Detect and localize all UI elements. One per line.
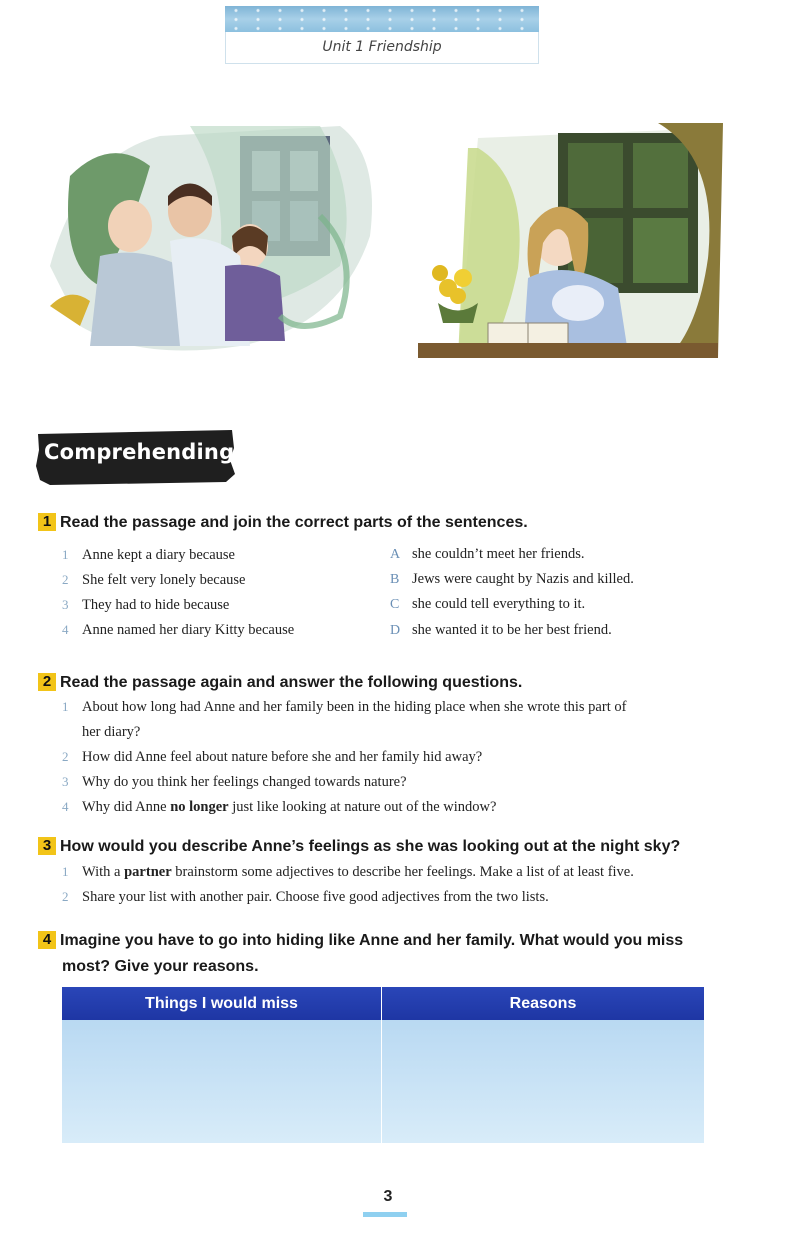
item-text-bold: no longer <box>170 799 229 815</box>
item-number: 1 <box>62 864 69 879</box>
table-cell-things[interactable] <box>62 1020 381 1143</box>
section-title: Comprehending <box>44 440 235 464</box>
question-number-badge: 2 <box>38 673 56 691</box>
header-decor-band <box>225 6 539 32</box>
item-text: she could tell everything to it. <box>412 596 586 612</box>
question-text: Read the passage and join the correct parts of the sentences. <box>60 514 528 531</box>
question-number-badge: 4 <box>38 931 56 949</box>
item-text-post: just like looking at nature out of the window? <box>228 799 497 815</box>
family-illustration <box>40 116 390 356</box>
item-text: Jews were caught by Nazis and killed. <box>412 571 634 587</box>
item-number: 2 <box>62 572 69 587</box>
question-number-badge: 1 <box>38 513 56 531</box>
question-number-badge: 3 <box>38 837 56 855</box>
q3-item <box>62 862 762 882</box>
q1-right-item <box>390 544 584 565</box>
item-number: 4 <box>62 799 69 814</box>
item-text: Anne kept a diary because <box>82 547 235 563</box>
item-text: she couldn’t meet her friends. <box>412 546 585 562</box>
question-4-heading <box>38 930 683 952</box>
q3-item <box>62 887 549 907</box>
item-number: 2 <box>62 749 69 764</box>
section-banner-comprehending <box>36 430 236 486</box>
q2-item <box>62 747 482 767</box>
item-text: she wanted it to be her best friend. <box>412 622 612 638</box>
q1-left-item <box>62 570 245 590</box>
item-letter: D <box>390 623 401 638</box>
question-text: Read the passage again and answer the following questions. <box>60 674 523 691</box>
question-1-heading <box>38 512 528 534</box>
table-header-reasons: Reasons <box>382 987 704 1020</box>
item-number: 1 <box>62 699 69 714</box>
anne-at-window-illustration <box>418 118 728 368</box>
q2-item <box>62 772 407 792</box>
q2-item <box>62 697 752 717</box>
item-text: How did Anne feel about nature before she and her family hid away? <box>82 749 483 765</box>
q1-right-item <box>390 594 585 615</box>
item-number: 2 <box>62 889 69 904</box>
item-text: About how long had Anne and her family been in the hiding place when she wrote this part of <box>82 699 627 715</box>
page-number-underline <box>363 1212 407 1217</box>
item-letter: A <box>390 547 401 562</box>
item-text-pre: Why did Anne <box>82 799 171 815</box>
item-text: They had to hide because <box>82 597 230 613</box>
item-text-post: brainstorm some adjectives to describe her feelings. Make a list of at least five. <box>171 864 634 880</box>
q2-item-continuation: her diary? <box>82 724 141 740</box>
item-text: Share your list with another pair. Choose five good adjectives from the two lists. <box>82 889 549 905</box>
table-cell-reasons[interactable] <box>382 1020 704 1143</box>
table-header-things: Things I would miss <box>62 987 381 1020</box>
item-text-bold: partner <box>124 864 172 880</box>
q1-left-item <box>62 620 294 640</box>
q1-right-item <box>390 620 612 641</box>
q1-left-item <box>62 545 235 565</box>
item-letter: C <box>390 597 400 612</box>
answer-table <box>62 987 704 1143</box>
question-4-heading-continuation: most? Give your reasons. <box>62 958 259 975</box>
item-text-pre: With a <box>82 864 125 880</box>
question-2-heading <box>38 672 522 694</box>
q1-right-item <box>390 569 634 590</box>
item-number: 3 <box>62 774 69 789</box>
page-number: 3 <box>383 1188 393 1205</box>
question-text: How would you describe Anne’s feelings as she was looking out at the night sky? <box>60 838 681 855</box>
item-text: Anne named her diary Kitty because <box>82 622 295 638</box>
q1-left-item <box>62 595 229 615</box>
item-text: She felt very lonely because <box>82 572 246 588</box>
item-text: Why do you think her feelings changed towards nature? <box>82 774 407 790</box>
item-number: 3 <box>62 597 69 612</box>
unit-title: Unit 1 Friendship <box>225 32 539 64</box>
question-3-heading <box>38 836 680 858</box>
item-number: 1 <box>62 547 69 562</box>
item-number: 4 <box>62 622 69 637</box>
question-text: Imagine you have to go into hiding like Anne and her family. What would you miss <box>60 932 684 949</box>
item-letter: B <box>390 572 400 587</box>
q2-item <box>62 797 496 817</box>
